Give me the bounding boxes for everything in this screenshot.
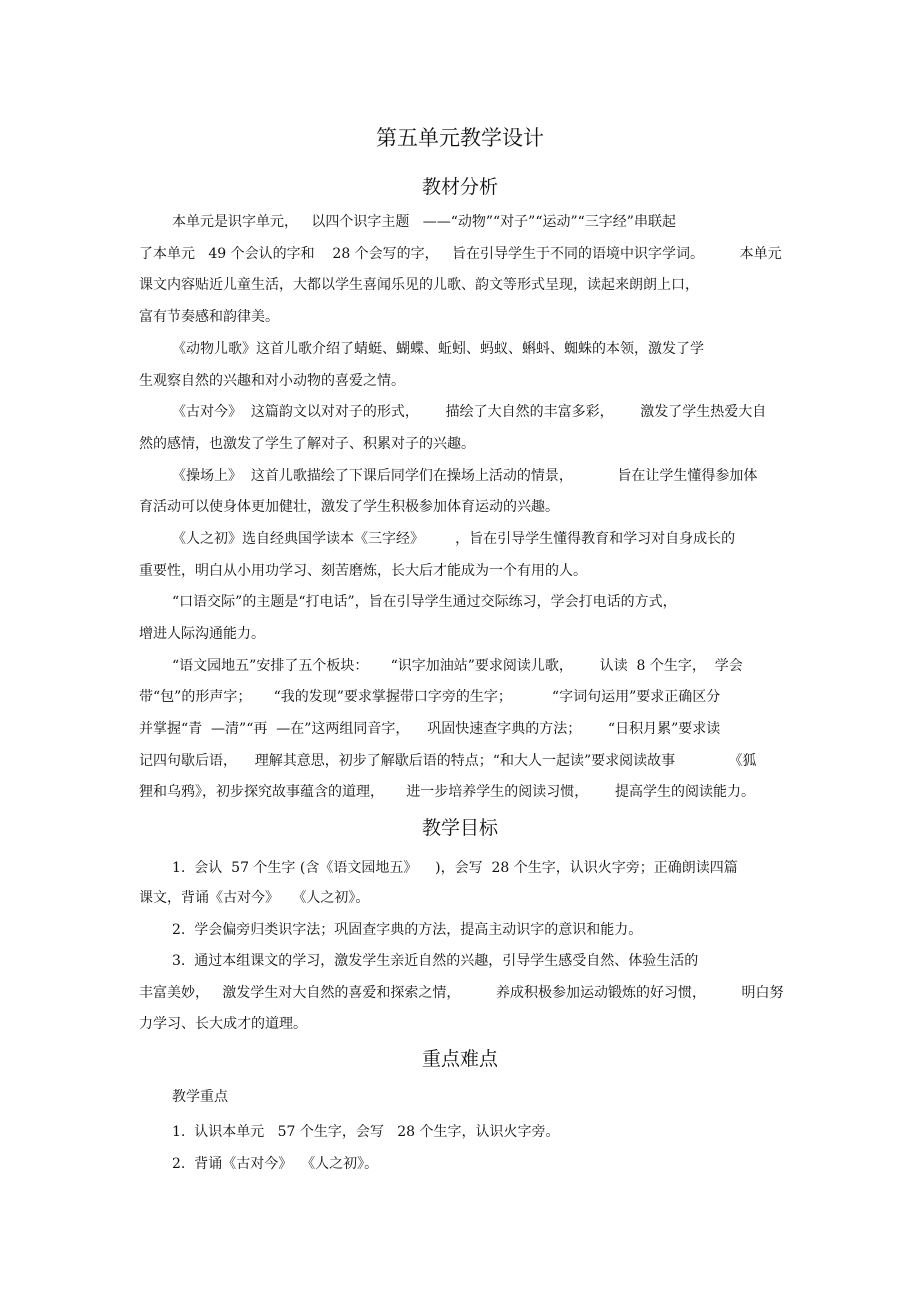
analysis-line: 育活动可以使身体更加健壮，激发了学生积极参加体育运动的兴趣。 [139, 499, 559, 515]
analysis-line: 本单元是识字单元， 以四个识字主题 ——“动物”“对子”“运动”“三字经”串联起 [172, 214, 676, 230]
document-title: 第五单元教学设计 [376, 126, 544, 150]
analysis-line: 《古对今》 这篇韵文以对对子的形式， 描绘了大自然的丰富多彩， 激发了学生热爱大自 [172, 404, 767, 420]
analysis-line: 了本单元 49 个会认的字和 28 个会写的字， 旨在引导学生于不同的语境中识字学词。 本单元 [139, 246, 782, 262]
goals-line: 1. 会认 57 个生字 (含《语文园地五》 )，会写 28 个生字，认识火字旁；正确朗读四篇 [172, 860, 738, 876]
goals-line: 力学习、长大成才的道理。 [139, 1016, 307, 1032]
analysis-line: 《操场上》 这首儿歌描绘了下课后同学们在操场上活动的情景， 旨在让学生懂得参加体 [172, 468, 758, 484]
section-heading-analysis: 教材分析 [421, 176, 498, 198]
goals-line: 丰富美妙， 激发学生对大自然的喜爱和探索之情， 养成积极参加运动锻炼的好习惯， 明白努 [139, 985, 784, 1001]
analysis-line: 然的感情，也激发了学生了解对子、积累对子的兴趣。 [139, 436, 475, 452]
analysis-line: 记四句歇后语， 理解其意思，初步了解歇后语的特点；“和大人一起读”要求阅读故事 《狐 [139, 753, 757, 769]
analysis-line: 富有节奏感和韵律美。 [139, 309, 279, 325]
section-heading-goals: 教学目标 [421, 817, 498, 839]
analysis-line: 增进人际沟通能力。 [139, 626, 265, 642]
analysis-line: 生观察自然的兴趣和对小动物的喜爱之情。 [139, 373, 405, 389]
goals-line: 3. 通过本组课文的学习，激发学生亲近自然的兴趣，引导学生感受自然、体验生活的 [172, 953, 699, 969]
section-heading-keypoints: 重点难点 [421, 1048, 498, 1070]
analysis-line: 带“包”的形声字； “我的发现”要求掌握带口字旁的生字； “字词句运用”要求正确区分 [139, 689, 721, 705]
goals-line: 2. 学会偏旁归类识字法；巩固查字典的方法，提高主动识字的意识和能力。 [172, 922, 643, 938]
analysis-line: 课文内容贴近儿童生活，大都以学生喜闻乐见的儿歌、韵文等形式呈现，读起来朗朗上口， [139, 277, 699, 293]
analysis-line: “语文园地五”安排了五个板块： “识字加油站”要求阅读儿歌， 认读 8 个生字， 学会 [172, 658, 743, 674]
analysis-line: 并掌握“青 —清”“再 —在”这两组同音字， 巩固快速查字典的方法； “日积月累”要求读 [139, 721, 721, 737]
analysis-line: 重要性，明白从小用功学习、刻苦磨炼，长大后才能成为一个有用的人。 [139, 563, 587, 579]
goals-line: 课文，背诵《古对今》 《人之初》。 [139, 890, 370, 906]
keypoints-subheading: 教学重点 [172, 1089, 228, 1105]
analysis-line: 《人之初》选自经典国学读本《三字经》 ，旨在引导学生懂得教育和学习对自身成长的 [172, 531, 736, 547]
keypoints-line: 2. 背诵《古对今》 《人之初》。 [172, 1156, 379, 1172]
analysis-line: 《动物儿歌》这首儿歌介绍了蜻蜓、蝴蝶、蚯蚓、蚂蚁、蝌蚪、蜘蛛的本领，激发了学 [172, 341, 704, 357]
analysis-line: “口语交际”的主题是“打电话”，旨在引导学生通过交际练习，学会打电话的方式， [172, 594, 677, 610]
analysis-line: 狸和乌鸦》，初步探究故事蕴含的道理， 进一步培养学生的阅读习惯， 提高学生的阅读能力。 [139, 784, 755, 800]
keypoints-line: 1. 认识本单元 57 个生字，会写 28 个生字，认识火字旁。 [172, 1124, 560, 1140]
